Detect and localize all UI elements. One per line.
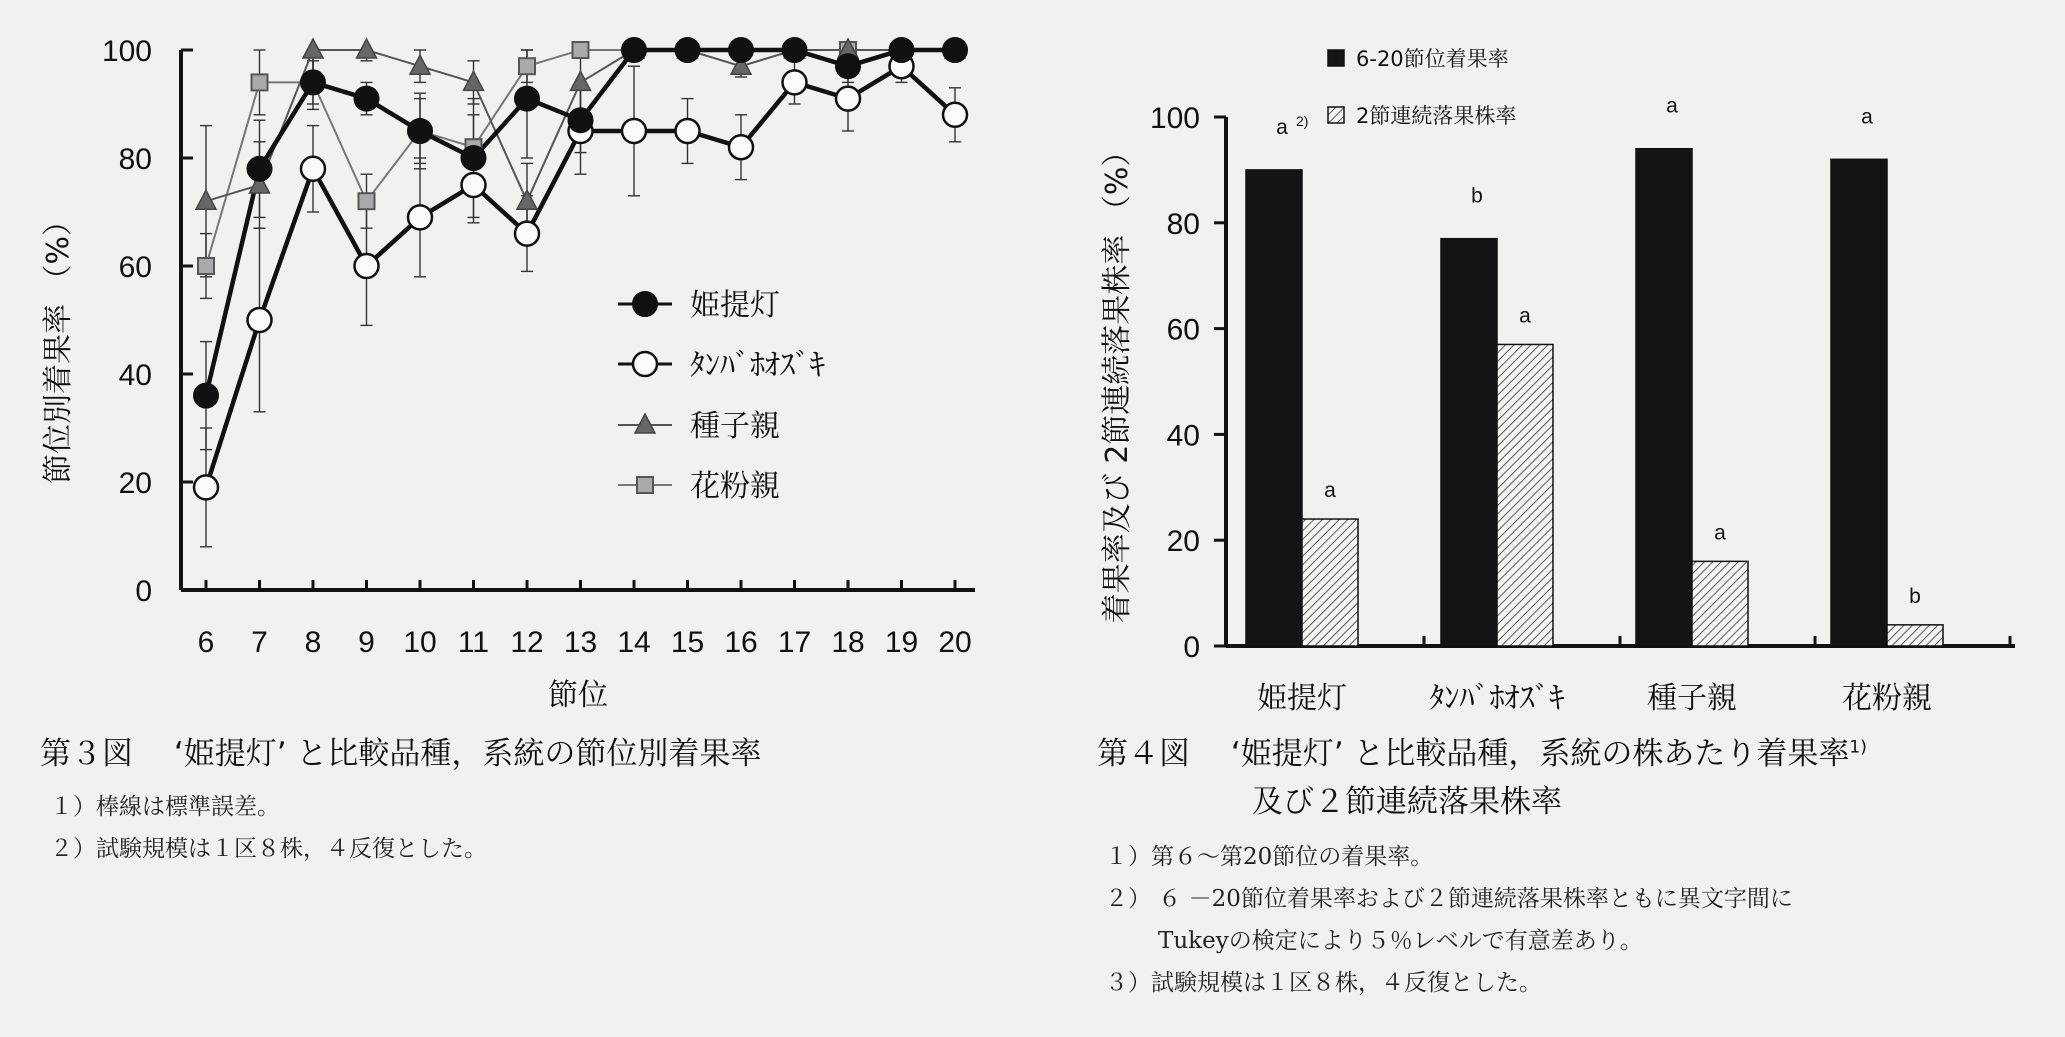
bar-drop-rate [1887, 625, 1943, 646]
figure-4-note-3: ３）試験規模は１区８株，４反復とした。 [1105, 970, 1542, 996]
legend-swatch [1328, 50, 1344, 66]
figure-4-note-2-continued: Tukeyの検定により５％レベルで有意差あり。 [1158, 928, 1643, 954]
legend-label: 花粉親 [690, 469, 780, 504]
data-point [633, 352, 657, 376]
legend-label: 2節連続落果株率 [1356, 104, 1517, 128]
x-tick-label: 10 [403, 626, 437, 659]
data-point [890, 38, 914, 62]
data-point [573, 42, 589, 58]
y-tick-label: 0 [135, 575, 152, 608]
bar-drop-rate [1497, 344, 1553, 646]
bar-fruit-set-rate [1441, 239, 1497, 646]
bar-chart [1100, 47, 2015, 716]
data-point [515, 222, 539, 246]
x-tick-label: 9 [358, 626, 375, 659]
bar-group [1831, 105, 1943, 646]
x-category-label: 姫提灯 [1257, 681, 1347, 716]
x-tick-label: 8 [304, 626, 322, 659]
legend-label: ﾀﾝﾊﾞﾎｵｽﾞｷ [690, 348, 825, 383]
data-point [569, 108, 593, 132]
legend [618, 288, 825, 504]
y-tick-label: 40 [1166, 419, 1200, 453]
data-point [571, 71, 591, 90]
data-point [783, 38, 807, 62]
data-point [729, 135, 753, 159]
data-point [408, 119, 432, 143]
significance-letter: a [1861, 105, 1873, 129]
figure-4-caption-footnote-mark: 1) [1849, 737, 1867, 758]
significance-footnote-mark: 2) [1296, 112, 1309, 129]
legend-item [1328, 47, 1509, 71]
figure-3-note-1: １）棒線は標準誤差。 [50, 794, 280, 820]
legend-item [618, 288, 780, 323]
figure-4-caption-text: 第４図 ‘姫提灯’ と比較品種，系統の株あたり着果率 [1097, 736, 1850, 772]
bar-fruit-set-rate [1246, 170, 1302, 646]
x-tick-label: 18 [831, 626, 865, 659]
legend-item [618, 409, 780, 444]
legend-item [618, 348, 825, 383]
x-axis-title: 節位 [548, 678, 608, 713]
data-point [248, 308, 272, 332]
line-chart [41, 35, 975, 713]
y-tick-label: 80 [1166, 207, 1200, 241]
x-tick-label: 12 [510, 626, 544, 659]
significance-letter: b [1471, 184, 1483, 208]
data-point [635, 414, 655, 433]
bar-group [1441, 185, 1553, 646]
bar-drop-rate [1692, 561, 1748, 646]
data-point [462, 146, 486, 170]
x-tick-label: 13 [563, 626, 598, 659]
x-category-label: ﾀﾝﾊﾞﾎｵｽﾞｷ [1429, 681, 1565, 716]
significance-letter: b [1909, 584, 1921, 608]
data-point [194, 475, 218, 499]
x-tick-label: 7 [251, 626, 268, 659]
x-tick-label: 20 [938, 626, 972, 659]
legend-label: 6-20節位着果率 [1356, 47, 1509, 71]
data-point [519, 58, 535, 74]
significance-letter: a [1276, 115, 1288, 139]
legend [1328, 47, 1516, 128]
x-tick-label: 19 [884, 626, 919, 659]
y-tick-label: 100 [101, 35, 152, 68]
data-point [729, 38, 753, 62]
figure-3-caption: 第３図 ‘姫提灯’ と比較品種，系統の節位別着果率 [40, 736, 762, 772]
bar-drop-rate [1302, 519, 1358, 646]
data-point [194, 384, 218, 408]
data-point [637, 477, 653, 493]
figure-4-note-1: １）第６〜第20節位の着果率。 [1105, 844, 1434, 870]
data-point [252, 74, 268, 90]
data-point [462, 173, 486, 197]
legend-label: 種子親 [690, 409, 780, 444]
data-point [408, 205, 432, 229]
y-axis-title: 節位別着果率 （%） [41, 205, 76, 485]
figure-4-note-2: ２） ６ －20節位着果率および２節連続落果株率ともに異文字間に [1105, 886, 1793, 912]
data-point [633, 292, 657, 316]
y-tick-label: 60 [1166, 313, 1200, 347]
data-point [836, 54, 860, 78]
x-category-label: 種子親 [1647, 681, 1737, 716]
data-point [517, 190, 537, 209]
data-point [355, 254, 379, 278]
y-tick-label: 80 [118, 143, 152, 176]
legend-swatch [1328, 107, 1344, 123]
y-axis-title: 着果率及び 2節連続落果株率 （%） [1100, 136, 1135, 624]
y-tick-label: 0 [1183, 631, 1200, 664]
y-tick-label: 40 [118, 359, 152, 392]
data-point [783, 70, 807, 94]
x-category-label: 花粉親 [1842, 681, 1932, 716]
data-point [357, 39, 377, 58]
legend-item [1328, 104, 1516, 128]
figure-4-caption-line-2: 及び２節連続落果株率 [1252, 784, 1562, 820]
data-point [355, 87, 379, 111]
x-tick-label: 16 [724, 626, 758, 659]
bar-fruit-set-rate [1636, 149, 1692, 646]
x-tick-label: 11 [457, 626, 490, 659]
bar-group [1636, 95, 1748, 646]
data-point [676, 119, 700, 143]
y-tick-label: 20 [118, 467, 152, 500]
data-point [248, 157, 272, 181]
bar-group [1246, 113, 1358, 646]
x-tick-label: 6 [197, 626, 215, 659]
data-point [676, 38, 700, 62]
data-point [359, 193, 375, 209]
data-point [515, 87, 539, 111]
data-point [943, 103, 967, 127]
x-tick-label: 17 [777, 626, 812, 659]
significance-letter: a [1666, 94, 1678, 118]
significance-letter: a [1324, 479, 1336, 503]
data-point [303, 39, 323, 58]
figure-4-caption [1097, 728, 1867, 773]
y-tick-label: 60 [118, 251, 152, 284]
x-tick-label: 14 [617, 626, 651, 659]
significance-letter: a [1519, 304, 1531, 328]
figure-3-note-2: ２）試験規模は１区８株，４反復とした。 [50, 836, 487, 862]
significance-letter: a [1714, 521, 1726, 545]
legend-label: 姫提灯 [690, 288, 780, 323]
data-point [301, 70, 325, 94]
legend-item [618, 469, 780, 504]
data-point [622, 38, 646, 62]
bar-fruit-set-rate [1831, 159, 1887, 646]
data-point [943, 38, 967, 62]
data-point [301, 157, 325, 181]
data-point [622, 119, 646, 143]
y-tick-label: 20 [1166, 525, 1200, 559]
x-tick-label: 15 [670, 626, 705, 659]
data-point [836, 87, 860, 111]
y-tick-label: 100 [1149, 102, 1200, 135]
data-point [198, 258, 214, 274]
